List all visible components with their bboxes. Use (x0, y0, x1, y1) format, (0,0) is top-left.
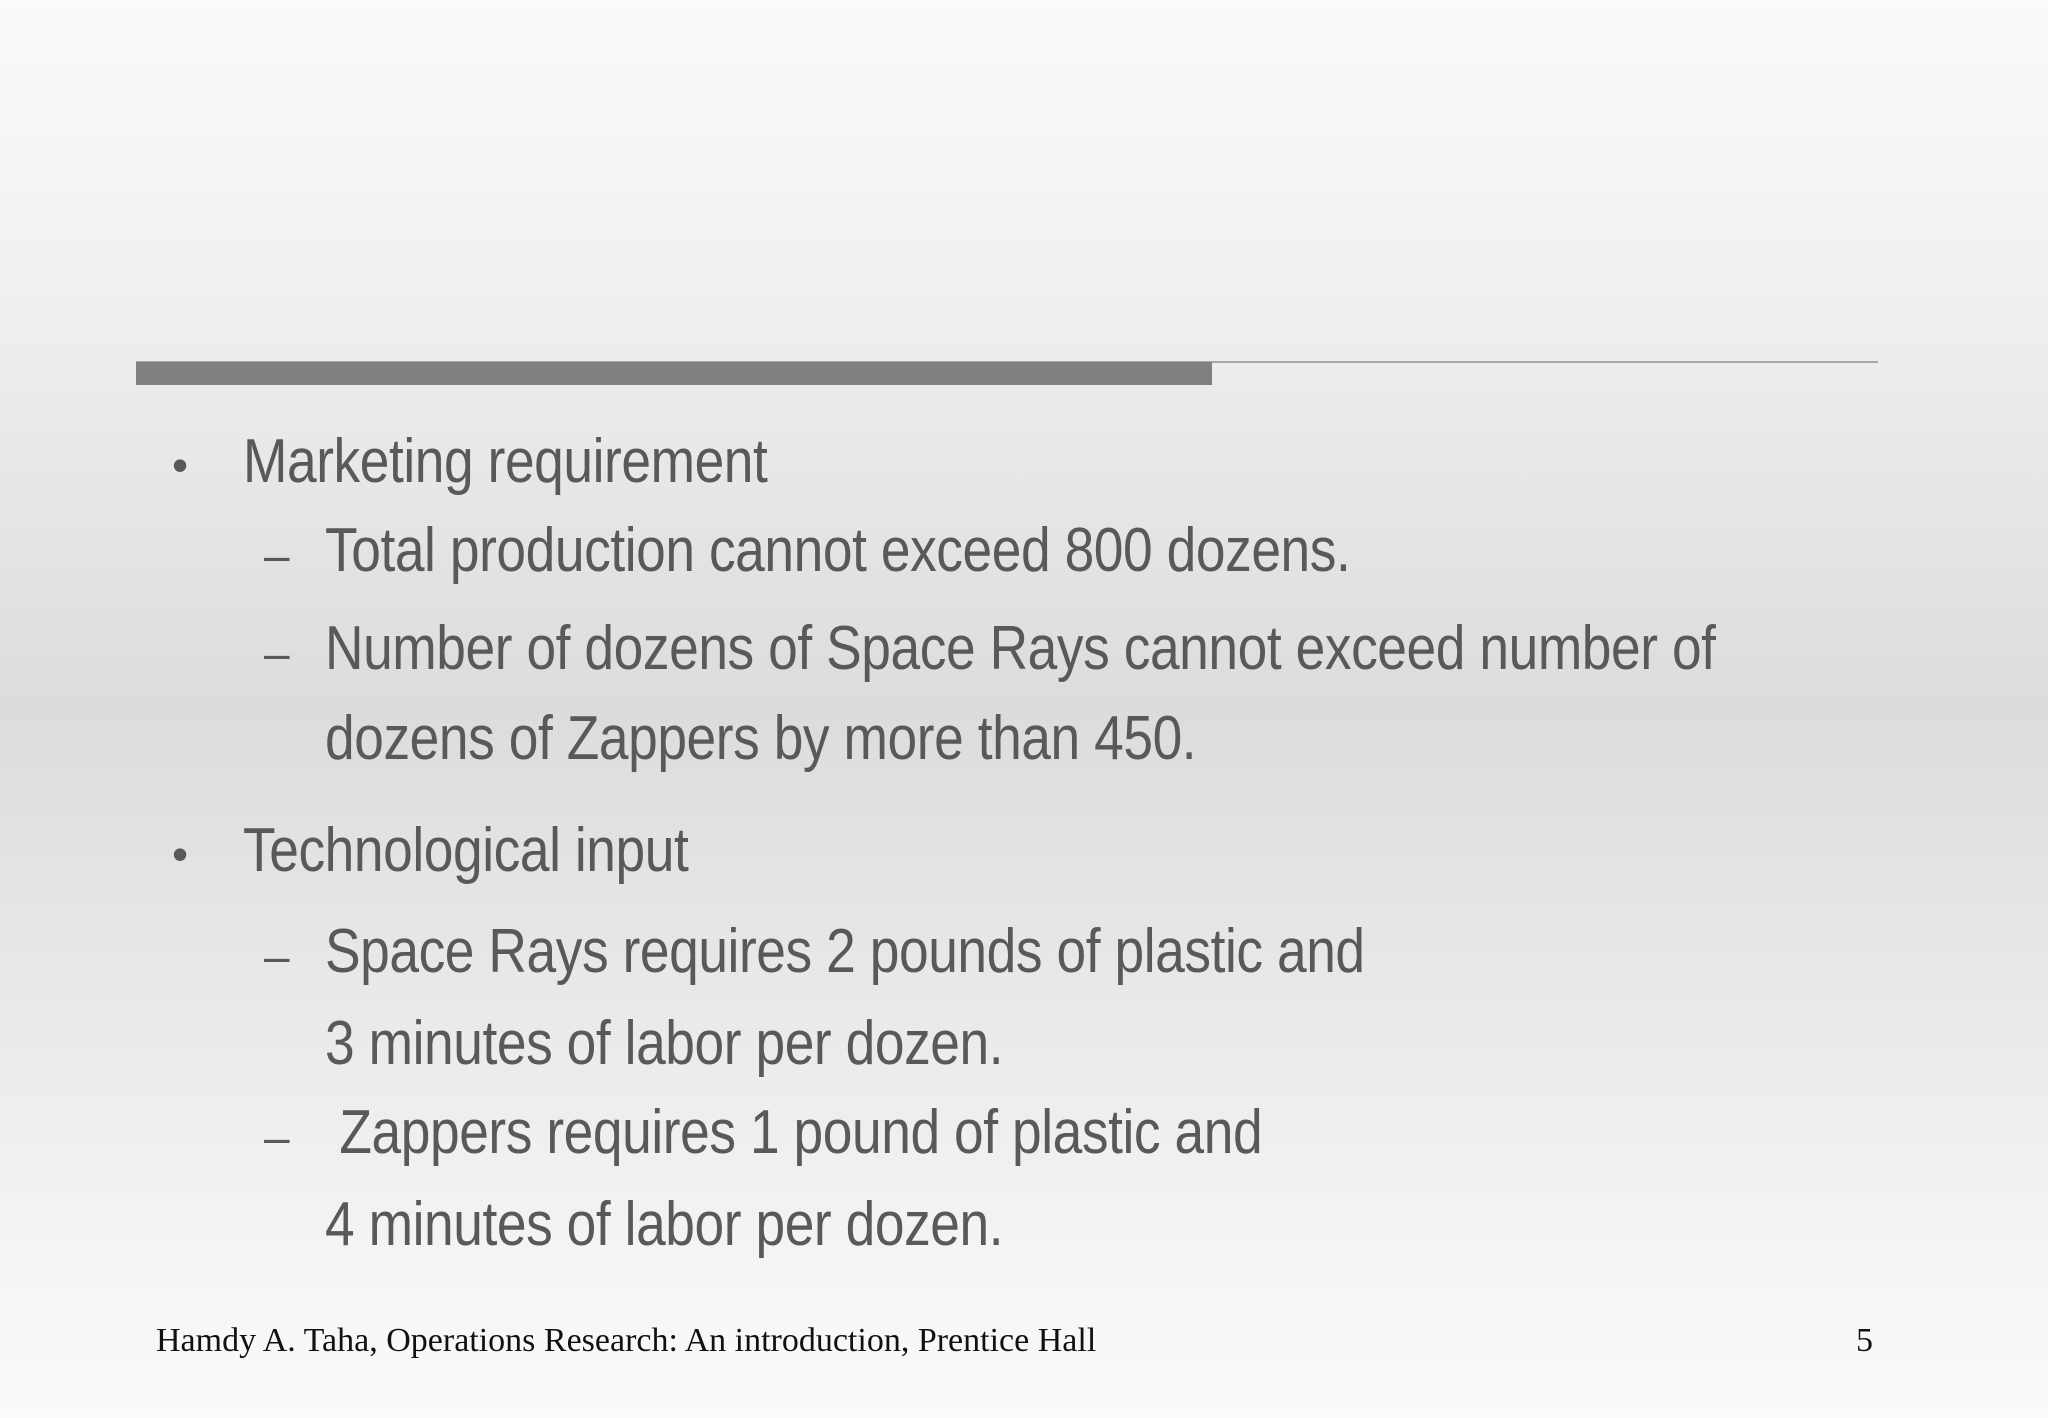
subitem-space-rays-input-line1: Space Rays requires 2 pounds of plastic and (325, 917, 1365, 986)
dash-icon: – (264, 529, 290, 581)
subitem-space-rays-input-line2: 3 minutes of labor per dozen. (325, 1009, 1004, 1078)
dash-icon: – (264, 627, 290, 679)
bullet-icon: • (172, 439, 189, 491)
bullet-icon: • (172, 828, 189, 880)
bullet-technological-input: Technological input (243, 816, 689, 885)
subitem-space-rays-limit-line1: Number of dozens of Space Rays cannot exceed number of (325, 614, 1716, 683)
footer-source-citation: Hamdy A. Taha, Operations Research: An introduction, Prentice Hall (156, 1322, 1097, 1359)
subitem-total-production: Total production cannot exceed 800 dozens. (325, 516, 1351, 585)
dash-icon: – (264, 930, 290, 982)
subitem-zappers-input-line1: Zappers requires 1 pound of plastic and (325, 1098, 1263, 1167)
bullet-marketing-requirement: Marketing requirement (243, 427, 768, 496)
page-number: 5 (1856, 1322, 1873, 1359)
dash-icon: – (264, 1111, 290, 1163)
subitem-space-rays-limit-line2: dozens of Zappers by more than 450. (325, 704, 1197, 773)
subitem-zappers-input-line2: 4 minutes of labor per dozen. (325, 1190, 1004, 1259)
